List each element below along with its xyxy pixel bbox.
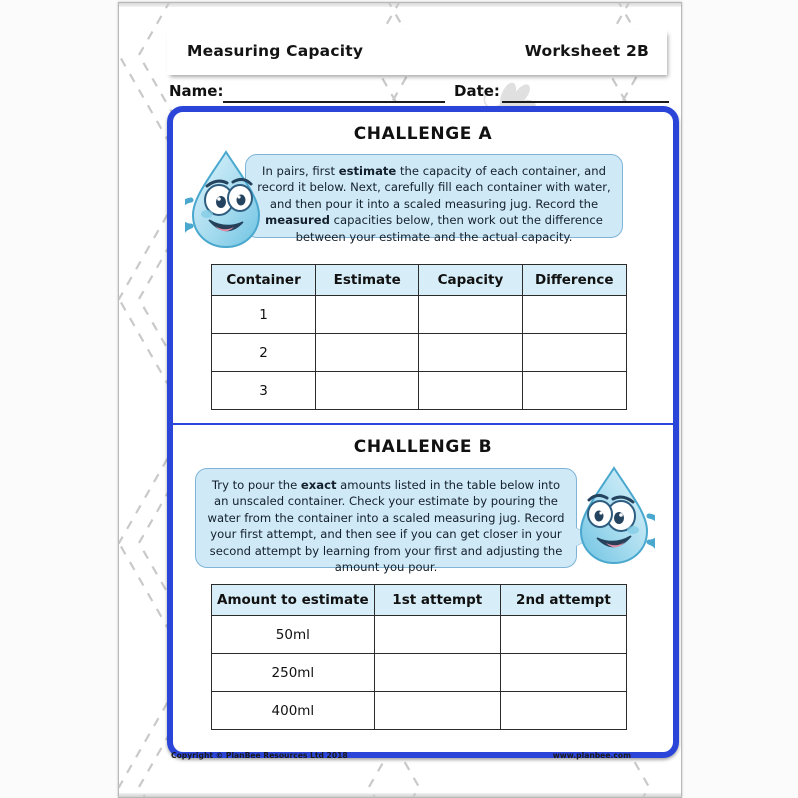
name-label: Name: — [169, 82, 224, 100]
difference-input-cell[interactable] — [522, 334, 626, 372]
date-write-line[interactable] — [502, 101, 669, 103]
column-header: Capacity — [419, 265, 522, 296]
water-droplet-character-icon — [185, 148, 267, 252]
worksheet-header-box — [167, 30, 667, 75]
column-header: Difference — [522, 265, 626, 296]
challenge-b-instructions: Try to pour the exact amounts listed in the table below into an unscaled container. Check your estimate by pouring the water from the container into a scaled measuring jug. Record your first attempt, and then see if you can get closer in your second attempt by learning from your first and adjusting the amount you pour. — [195, 468, 577, 568]
amount-label-cell: 50ml — [212, 616, 375, 654]
difference-input-cell[interactable] — [522, 372, 626, 410]
row-label-cell: 2 — [212, 334, 316, 372]
name-date-row — [169, 82, 669, 104]
column-header: Amount to estimate — [212, 585, 375, 616]
table-row — [212, 616, 627, 654]
second-attempt-input-cell[interactable] — [500, 692, 626, 730]
second-attempt-input-cell[interactable] — [500, 616, 626, 654]
column-header: Container — [212, 265, 316, 296]
first-attempt-input-cell[interactable] — [374, 654, 500, 692]
estimate-input-cell[interactable] — [316, 334, 419, 372]
column-header: 1st attempt — [374, 585, 500, 616]
copyright-text: Copyright © PlanBee Resources Ltd 2018 — [171, 751, 348, 760]
difference-input-cell[interactable] — [522, 296, 626, 334]
date-label: Date: — [454, 82, 500, 100]
worksheet-content-frame — [167, 106, 679, 758]
first-attempt-input-cell[interactable] — [374, 692, 500, 730]
column-header: 2nd attempt — [500, 585, 626, 616]
challenge-divider — [173, 423, 673, 425]
table-row — [212, 296, 627, 334]
row-label-cell: 1 — [212, 296, 316, 334]
second-attempt-input-cell[interactable] — [500, 654, 626, 692]
website-url[interactable]: www.planbee.com — [552, 751, 631, 760]
row-label-cell: 3 — [212, 372, 316, 410]
column-header: Estimate — [316, 265, 419, 296]
capacity-input-cell[interactable] — [419, 296, 522, 334]
first-attempt-input-cell[interactable] — [374, 616, 500, 654]
table-header-row — [212, 265, 627, 296]
amount-label-cell: 250ml — [212, 654, 375, 692]
capacity-input-cell[interactable] — [419, 372, 522, 410]
table-row — [212, 654, 627, 692]
name-write-line[interactable] — [223, 101, 445, 103]
estimate-input-cell[interactable] — [316, 296, 419, 334]
table-row — [212, 692, 627, 730]
worksheet-page — [118, 2, 682, 798]
page-title: Measuring Capacity — [187, 42, 364, 60]
amount-label-cell: 400ml — [212, 692, 375, 730]
table-header-row — [212, 585, 627, 616]
table-row — [212, 334, 627, 372]
challenge-a-instructions: In pairs, first estimate the capacity of each container, and record it below. Next, carefully fill each container with water, and then pour it into a scaled measuring jug. Record the measured capacities below, then work out the difference between your estimate and the actual capacity. — [245, 154, 623, 238]
worksheet-number-label: Worksheet 2B — [524, 42, 649, 60]
challenge-a-heading: CHALLENGE A — [353, 124, 493, 144]
estimate-input-cell[interactable] — [316, 372, 419, 410]
challenge-b-table — [211, 584, 627, 730]
challenge-a-table — [211, 264, 627, 410]
water-droplet-character-icon — [573, 464, 655, 568]
capacity-input-cell[interactable] — [419, 334, 522, 372]
challenge-b-heading: CHALLENGE B — [353, 437, 493, 457]
table-row — [212, 372, 627, 410]
